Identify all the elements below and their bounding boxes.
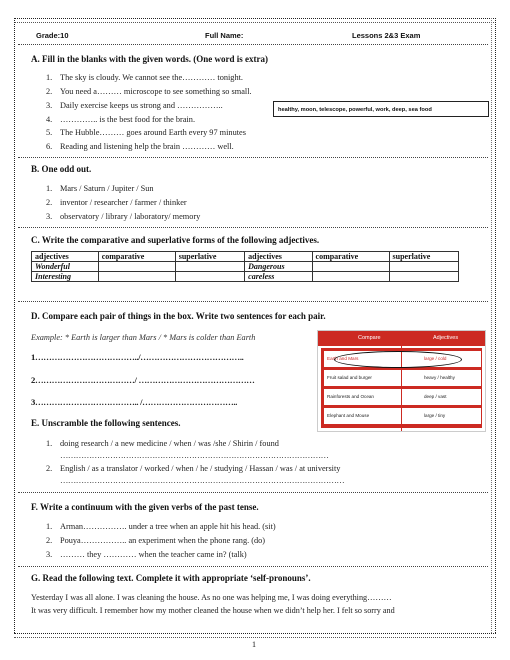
comparison-row: Rainforests and Ocean deep / vast <box>324 389 481 405</box>
list-item: 1. The sky is cloudy. We cannot see the………… tonight. <box>46 73 243 82</box>
list-item: 3. observatory / library / laboratory/ memory <box>46 212 201 221</box>
table-header-row <box>32 252 459 262</box>
page-border-top <box>14 18 496 19</box>
comparison-row: Earth and Mars large / cold <box>324 351 481 367</box>
table-cell: Wonderful <box>32 262 99 272</box>
answer-cell[interactable] <box>175 272 244 282</box>
table-header: adjectives <box>245 252 312 262</box>
list-item: 5. The Hubble……… goes around Earth every 97 minutes <box>46 128 246 137</box>
grade-label: Grade:10 <box>36 31 69 40</box>
answer-cell[interactable] <box>98 272 175 282</box>
example-text: Example: * Earth is larger than Mars / * Mars is colder than Earth <box>31 333 256 342</box>
table-row <box>32 272 459 282</box>
section-c-title: C. Write the comparative and superlative forms of the following adjectives. <box>31 235 320 245</box>
page-border-left <box>14 18 15 633</box>
table-header: comparative <box>98 252 175 262</box>
table-header: comparative <box>312 252 389 262</box>
page-border-right <box>495 18 496 633</box>
comparison-row: Elephant and Mouse large / tiny <box>324 408 481 424</box>
separator <box>18 44 488 45</box>
table-cell: Dangerous <box>245 262 312 272</box>
answer-line: ………………………………………………………………………………………… <box>60 451 329 460</box>
list-item: 1. doing research / a new medicine / when / was /she / Shirin / found <box>46 439 279 448</box>
page-number: 1 <box>252 640 256 649</box>
separator <box>18 157 488 158</box>
list-item: 2. You need a……… microscope to see something so small. <box>46 87 252 96</box>
section-g-title: G. Read the following text. Complete it with appropriate ‘self-pronouns’. <box>31 573 311 583</box>
separator <box>18 492 488 493</box>
table-header: superlative <box>175 252 244 262</box>
list-item: 4. ………….. is the best food for the brain. <box>46 115 196 124</box>
page-border-right-inner <box>491 18 492 633</box>
list-item: 2. English / as a translator / worked / when / he / studying / Hassan / was / at university <box>46 464 341 473</box>
separator <box>18 566 488 567</box>
list-item: 3. Daily exercise keeps us strong and …………….. <box>46 101 223 110</box>
list-item: 2. inventor / researcher / farmer / thinker <box>46 198 187 207</box>
section-e-title: E. Unscramble the following sentences. <box>31 418 181 428</box>
answer-cell[interactable] <box>389 272 458 282</box>
comparison-box <box>317 330 486 432</box>
list-item: 1. Arman……………. under a tree when an apple hit his head. (sit) <box>46 522 276 531</box>
exam-title: Lessons 2&3 Exam <box>352 31 421 40</box>
answer-cell[interactable] <box>312 262 389 272</box>
compare-header: Compare <box>358 335 381 341</box>
section-a-title: A. Fill in the blanks with the given words. (One word is extra) <box>31 54 269 64</box>
answer-line: 1………………………………../……………………………….. <box>31 352 244 362</box>
comparison-row: Fruit salad and burger heavy / healthy <box>324 370 481 386</box>
highlight-oval <box>334 351 462 368</box>
answer-cell[interactable] <box>312 272 389 282</box>
answer-line: ……………………………………………………………………………………………… <box>60 476 345 485</box>
table-cell: careless <box>245 272 312 282</box>
table-cell: Interesting <box>32 272 99 282</box>
word-bank-box: healthy, moon, telescope, powerful, work, deep, sea food <box>273 101 489 117</box>
page-border-bottom <box>14 633 496 634</box>
separator <box>18 227 488 228</box>
comparison-box-header <box>318 331 485 346</box>
section-d-title: D. Compare each pair of things in the box. Write two sentences for each pair. <box>31 311 326 321</box>
page-border-top-inner <box>14 22 496 23</box>
answer-cell[interactable] <box>175 262 244 272</box>
list-item: 1. Mars / Saturn / Jupiter / Sun <box>46 184 154 193</box>
section-f-title: F. Write a continuum with the given verbs of the past tense. <box>31 502 259 512</box>
list-item: 3. ……… they ………… when the teacher came in? (talk) <box>46 550 247 559</box>
list-item: 2. Pouya…………….. an experiment when the phone rang. (do) <box>46 536 266 545</box>
page-border-bottom-inner <box>14 637 496 638</box>
section-b-title: B. One odd out. <box>31 164 92 174</box>
full-name-label: Full Name: <box>205 31 244 40</box>
paragraph-line: Yesterday I was all alone. I was cleaning the house. As no one was helping me, I was doing everything……… <box>31 593 392 602</box>
table-row <box>32 262 459 272</box>
answer-line: 3……………………………….. /…………………………….. <box>31 397 238 407</box>
separator <box>18 301 488 302</box>
adjectives-table <box>31 251 459 282</box>
answer-line: 2………………………………/ …………………………………… <box>31 375 255 385</box>
table-header: superlative <box>389 252 458 262</box>
answer-cell[interactable] <box>389 262 458 272</box>
paragraph-line: It was very difficult. I remember how my mother cleaned the house when we didn’t help her. I felt so sorry and <box>31 606 395 615</box>
list-item: 6. Reading and listening help the brain ………… well. <box>46 142 234 151</box>
answer-cell[interactable] <box>98 262 175 272</box>
table-header: adjectives <box>32 252 99 262</box>
adjectives-header: Adjectives <box>433 335 459 341</box>
